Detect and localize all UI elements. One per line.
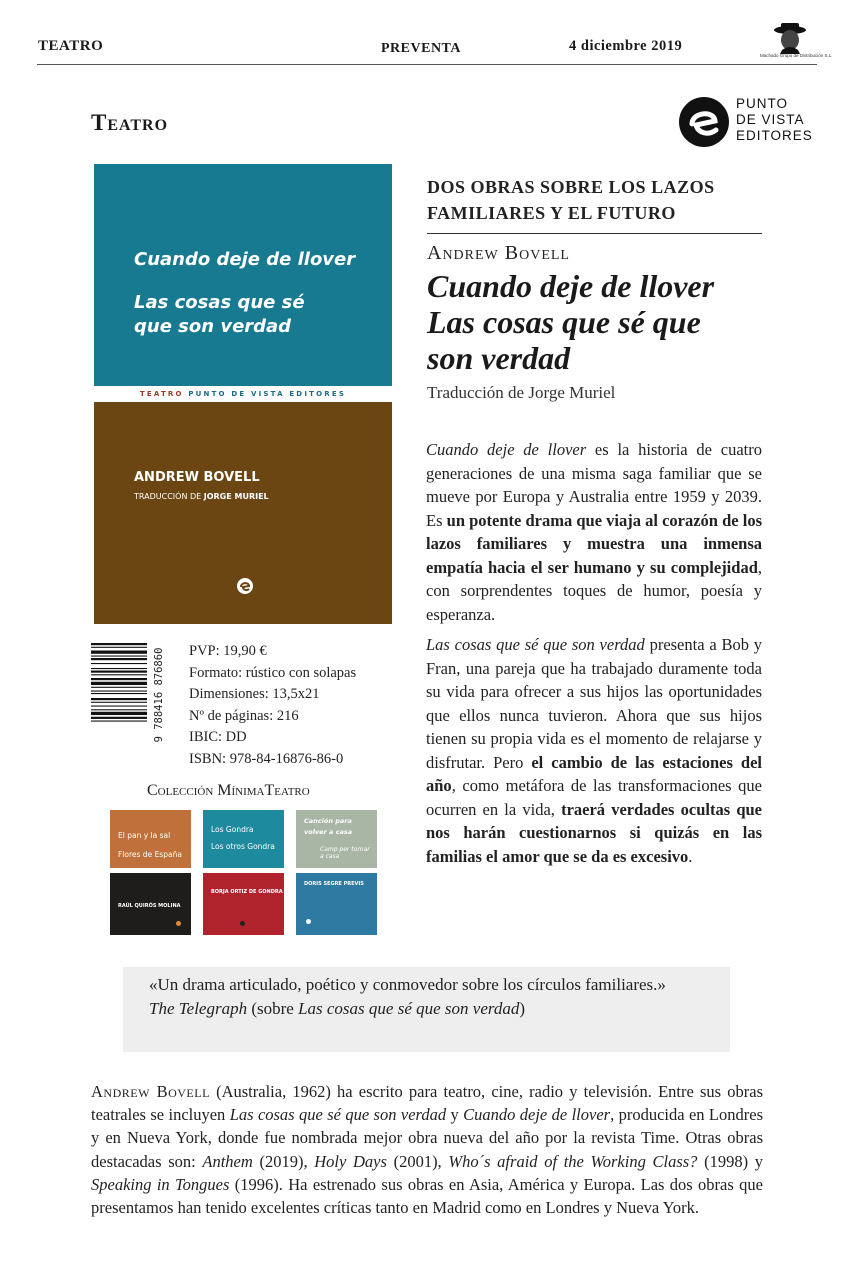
thumb-1-strip	[110, 868, 191, 872]
publisher-line-1: PUNTO	[736, 96, 789, 111]
spec-ibic: IBIC: DD	[189, 729, 247, 745]
publisher-line-3: EDITORES	[736, 128, 813, 143]
quote-source: The Telegraph	[149, 999, 248, 1018]
thumb-4-author: RAÚL QUIRÓS MOLINA	[118, 903, 181, 909]
book-specs	[189, 641, 356, 770]
collection-thumb-3	[296, 810, 377, 872]
collection-thumb-2	[203, 810, 284, 872]
quote-work: Las cosas que sé que son verdad	[298, 999, 520, 1018]
section-title: Teatro	[91, 110, 169, 135]
publisher-e-icon	[678, 96, 730, 148]
p1-text-1: es la historia de cuatro generaciones de una misma saga familiar que se mueve por Europa y Australia entre 1959 y 2039. Es	[426, 440, 762, 530]
thumb-4-logo-icon	[176, 921, 181, 926]
spec-paginas: Nº de páginas: 216	[189, 707, 299, 724]
distributor-logo	[760, 20, 833, 62]
bio-text-4: (2019),	[252, 1151, 315, 1171]
kicker-divider	[427, 233, 762, 234]
collection-thumb-1	[110, 810, 191, 872]
thumb-3-strip	[296, 868, 377, 872]
thumb-6-logo-icon	[306, 919, 311, 924]
thumb-3-line-2: Camp per tornar a casa	[320, 846, 370, 860]
book-title-line-1: Cuando deje de llover	[427, 268, 715, 304]
quote-post: )	[519, 999, 526, 1018]
thumb-2-strip	[203, 868, 284, 872]
bio-text-2: y	[446, 1105, 464, 1125]
thumb-2-line-2: Los otros Gondra	[211, 842, 275, 851]
synopsis-paragraph-2	[426, 633, 762, 868]
bio-work-4: Holy Days	[314, 1151, 387, 1171]
spec-isbn: ISBN: 978-84-16876-86-0	[189, 750, 344, 767]
kicker-headline	[427, 174, 762, 226]
cover-translator	[134, 492, 269, 501]
cover-publisher-icon	[237, 578, 253, 594]
bio-work-3: Anthem	[202, 1151, 253, 1171]
p1-bold-1: un potente drama que viaja al corazón de los lazos familiares y muestra una inmensa empatía hacia el ser humano y su complejidad	[426, 510, 762, 577]
header-date: 4 diciembre 2019	[569, 38, 683, 54]
cover-title-2b: que son verdad	[134, 316, 292, 337]
p2-text-3: .	[688, 846, 693, 866]
spec-dimensiones: Dimensiones: 13,5x21	[189, 686, 320, 702]
collection-thumb-6	[296, 873, 377, 935]
hat-man-icon	[760, 20, 820, 54]
bio-text-5: (2001),	[386, 1151, 449, 1171]
book-title	[427, 268, 767, 376]
p2-work-title: Las cosas que sé que son verdad	[426, 635, 645, 654]
kicker-line-2: FAMILIARES Y EL FUTURO	[427, 203, 676, 223]
cover-trans-prefix: TRADUCCIÓN DE	[134, 492, 202, 501]
spec-formato: Formato: rústico con solapas	[189, 664, 357, 681]
p2-text-2: , como metáfora de las transformaciones que ocurren en la vida,	[426, 776, 762, 819]
collection-thumb-5	[203, 873, 284, 935]
bio-work-1: Las cosas que sé que son verdad	[229, 1105, 447, 1125]
bio-work-2: Cuando deje de llover	[463, 1105, 611, 1125]
publisher-logo	[678, 94, 823, 150]
thumb-1-line-1: El pan y la sal	[118, 831, 171, 840]
collection-title: Colección MínimaTeatro	[147, 782, 310, 799]
p2-text-1: presenta a Bob y Fran, una pareja que ha trabajado duramente toda su vida para ofrecer a sus hijos las oportunidades que ellos nunca tuvieron. Ahora que sus hijos tienen su propia vida es el momento de relajarse y disfrutar. Pero	[426, 635, 762, 772]
synopsis-paragraph-1	[426, 438, 762, 626]
barcode-number: 9 788416 876860	[153, 647, 165, 743]
book-title-line-3: son verdad	[427, 340, 571, 376]
cover-title-1: Cuando deje de llover	[134, 249, 356, 270]
cover-strip-teatro: TEATRO	[139, 390, 184, 398]
cover-strip-publisher: PUNTO DE VISTA EDITORES	[188, 390, 347, 398]
cover-author: ANDREW BOVELL	[134, 470, 260, 485]
isbn-barcode	[91, 641, 169, 753]
thumb-5-author: BORJA ORTIZ DE GONDRA	[211, 889, 283, 895]
quote-text: «Un drama articulado, poético y conmovedor sobre los círculos familiares.»	[149, 975, 666, 994]
book-translation: Traducción de Jorge Muriel	[427, 383, 616, 402]
bio-work-6: Speaking in Tongues	[91, 1174, 230, 1194]
spec-pvp: PVP: 19,90 €	[189, 643, 267, 659]
cover-top-panel	[94, 164, 392, 386]
bio-text-7: (1996). Ha estrenado sus obras en Asia, América y Europa. Las dos obras que presentamos han tenido excelentes críticas tanto en Madrid como en Londres y Nueva York.	[91, 1174, 763, 1218]
p2-bold-1: el cambio de las estaciones del año	[426, 752, 762, 795]
bio-author-name: Andrew Bovell	[91, 1082, 210, 1101]
cover-title-2a: Las cosas que sé	[134, 292, 305, 313]
review-quote-box	[123, 967, 730, 1052]
thumb-3-line-1: Canción para volver a casa	[304, 817, 353, 836]
kicker-line-1: DOS OBRAS SOBRE LOS LAZOS	[427, 177, 715, 197]
review-quote	[149, 973, 709, 1021]
p1-text-2: , con sorprendentes toques de humor, poesía y esperanza.	[426, 557, 762, 624]
cover-bottom-panel	[94, 402, 392, 624]
quote-attribution	[149, 997, 709, 1021]
quote-pre: (sobre	[247, 999, 299, 1018]
bio-work-5: Who´s afraid of the Working Class?	[448, 1151, 698, 1171]
header-section-label: TEATRO	[38, 38, 104, 54]
bio-text-1: (Australia, 1962) ha escrito para teatro, cine, radio y televisión. Entre sus obras teatrales se incluyen	[91, 1082, 763, 1125]
book-title-line-2: Las cosas que sé que	[427, 304, 701, 340]
bio-text-3: , producida en Londres y en Nueva York, donde fue nombrada mejor obra nueva del año por la revista Time. Otras obras destacadas son:	[91, 1105, 763, 1171]
bio-text-6: (1998) y	[697, 1151, 763, 1171]
p1-work-title: Cuando deje de llover	[426, 440, 587, 459]
publisher-name	[736, 96, 813, 144]
thumb-2-line-1: Los Gondra	[211, 825, 254, 834]
thumb-1-line-2: Flores de España	[118, 850, 182, 859]
thumb-6-author: DORIS SEGRE PREVIS	[304, 881, 364, 887]
collection-thumb-4	[110, 873, 191, 935]
author-bio	[91, 1080, 763, 1219]
cover-collection-strip	[94, 386, 392, 402]
header-preventa: PREVENTA	[381, 41, 461, 56]
header-divider	[37, 64, 817, 65]
publisher-line-2: DE VISTA	[736, 112, 805, 127]
thumb-5-logo-icon	[240, 921, 245, 926]
book-cover	[94, 164, 392, 624]
distributor-name: Machado Grupo de Distribución S.L.	[760, 53, 833, 58]
cover-trans-name: JORGE MURIEL	[203, 492, 269, 501]
p2-bold-2: traerá verdades ocultas que nos harán cuestionarnos si quizás en las familias el amor que se da es excesivo	[426, 799, 762, 866]
book-author: Andrew Bovell	[427, 242, 570, 264]
